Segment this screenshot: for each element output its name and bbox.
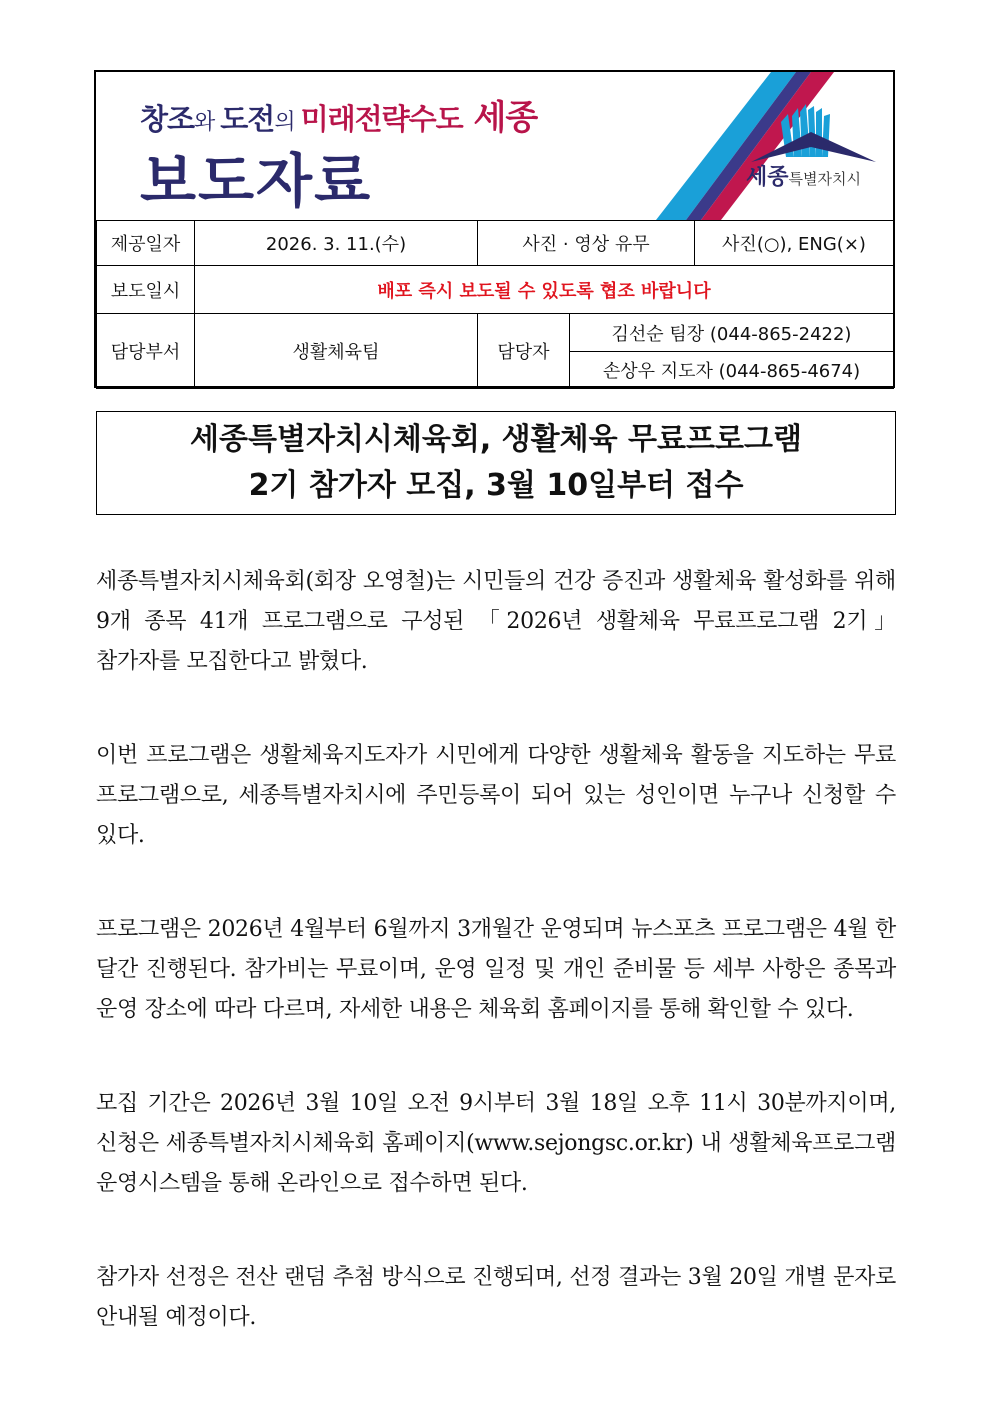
contact-1: 김선순 팀장 (044-865-2422): [570, 314, 894, 352]
paragraph: 모집 기간은 2026년 3월 10일 오전 9시부터 3월 18일 오후 11시 30분까지이며, 신청은 세종특별자치시체육회 홈페이지(www.sejongsc.or.kr) 내 생활체육프로그램 운영시스템을 통해 온라인으로 접수하면 된다.: [96, 1091, 896, 1196]
article-body: [96, 562, 896, 1392]
contact-2: 손상우 지도자 (044-865-4674): [570, 352, 894, 389]
dept-label: 담당부서: [97, 314, 195, 389]
slogan: 창조와 도전의 미래전략수도 세종: [140, 98, 538, 138]
paragraph: 참가자 선정은 전산 랜덤 추첨 방식으로 진행되며, 선정 결과는 3월 20일 개별 문자로 안내될 예정이다.: [96, 1265, 896, 1330]
headline-line-1: 세종특별자치시체육회, 생활체육 무료프로그램: [190, 422, 802, 457]
provided-date-value: 2026. 3. 11.(수): [195, 221, 478, 266]
doc-type-title: 보도자료: [140, 147, 373, 215]
media-value: 사진(○), ENG(×): [695, 221, 894, 266]
logo-text: 세종특별자치시: [746, 165, 861, 190]
dept-value: 생활체육팀: [195, 314, 478, 389]
press-header: [94, 70, 895, 388]
provided-date-label: 제공일자: [97, 221, 195, 266]
headline-line-2: 2기 참가자 모집, 3월 10일부터 접수: [248, 468, 744, 503]
headline-box: [96, 411, 896, 515]
release-label: 보도일시: [97, 266, 195, 314]
contact-label: 담당자: [478, 314, 570, 389]
media-label: 사진 · 영상 유무: [478, 221, 695, 266]
paragraph: 프로그램은 2026년 4월부터 6월까지 3개월간 운영되며 뉴스포츠 프로그램은 4월 한 달간 진행된다. 참가비는 무료이며, 운영 일정 및 개인 준비물 등 세부 사항은 종목과 운영 장소에 따라 다르며, 자세한 내용은 체육회 홈페이지를 통해 확인할 수 있다.: [96, 917, 896, 1022]
header-banner: [96, 72, 893, 220]
paragraph: 세종특별자치시체육회(회장 오영철)는 시민들의 건강 증진과 생활체육 활성화를 위해 9개 종목 41개 프로그램으로 구성된 「2026년 생활체육 무료프로그램 2기」 참가자를 모집한다고 밝혔다.: [96, 569, 896, 674]
release-value: 배포 즉시 보도될 수 있도록 협조 바랍니다: [195, 266, 894, 314]
paragraph: 이번 프로그램은 생활체육지도자가 시민에게 다양한 생활체육 활동을 지도하는 무료 프로그램으로, 세종특별자치시에 주민등록이 되어 있는 성인이면 누구나 신청할 수 있다.: [96, 743, 896, 848]
info-table: [96, 220, 894, 389]
